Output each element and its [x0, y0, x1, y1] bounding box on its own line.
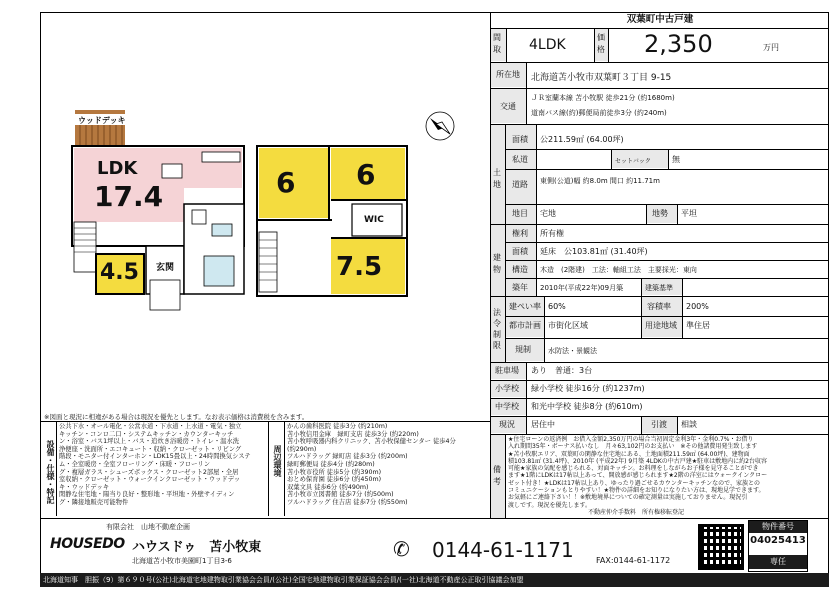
junior-value: 和光中学校 徒歩8分 (約610m) [531, 402, 643, 411]
surroundings-label: 周辺環境 [273, 445, 282, 477]
land-category-label: 地目 [512, 209, 528, 218]
layout-label: 間取 [493, 33, 501, 54]
city-plan-label: 都市計画 [509, 321, 541, 330]
property-number-label: 物件番号 [749, 521, 807, 533]
surroundings-text: かんの歯科医院 徒歩3分 (約210m) 苫小牧信用金庫 緑町支店 徒歩3分 (約220m) 苫小牧呼吸器内科クリニック、苫小牧保健センター 徒歩4分 (約290m) ツルハドラッグ 緑町店 徒歩3分 (約200m) 緑町郵便局 徒歩4分 (約280m) 苫小牧市役所 徒歩5分 (約390m) おとめ保育園 徒歩6分 (約450m) 双葉文具 徒歩6分 (約490m) 苫小牧市立図書館 徒歩7分 (約500m) ツルハドラッグ 住吉店 徒歩7分 (約550m) [287, 423, 456, 506]
structure-label: 構造 [512, 265, 528, 274]
setback-label: セットバック [615, 158, 651, 165]
land-label: 土地 [493, 168, 501, 189]
far-value: 200% [686, 302, 709, 311]
toilet [192, 210, 206, 224]
ldk-label: LDK [97, 158, 138, 179]
entrance-label: 玄関 [156, 263, 175, 273]
building-area-label: 面積 [512, 247, 528, 256]
wood-deck-label: ウッドデッキ [78, 116, 126, 125]
zone-value: 準住居 [686, 321, 710, 330]
current-label: 現況 [499, 420, 515, 429]
company-parent: 有限会社 山地不動産企画 [106, 523, 190, 531]
room-6b-size: 6 [356, 158, 376, 191]
elementary-label: 小学校 [495, 384, 519, 393]
qr-code [698, 524, 744, 570]
land-category-value: 宅地 [540, 209, 556, 218]
price-unit: 万円 [763, 43, 779, 52]
zone-label: 用途地域 [645, 321, 677, 330]
price-value: 2,350 [644, 30, 713, 58]
building-area-value: 延床 公103.81㎡ (31.40坪) [540, 247, 648, 256]
rights-label: 権利 [512, 229, 528, 238]
company-address: 北海道苫小牧市美園町1丁目3-6 [132, 557, 232, 565]
private-road-label: 私道 [512, 155, 528, 164]
city-plan-value: 市街化区域 [548, 321, 588, 330]
washbasin [212, 224, 232, 236]
land-area-label: 面積 [512, 135, 528, 144]
elementary-value: 緑小学校 徒歩16分 (約1237m) [531, 384, 645, 393]
ldk-size: 17.4 [94, 180, 164, 213]
handover-label: 引渡 [651, 420, 667, 429]
law-label: 法令制限 [493, 308, 501, 350]
standard-label: 建築基準 [645, 284, 673, 292]
wic-label: WIC [364, 215, 384, 225]
parking-value: あり 普通：3台 [531, 366, 593, 375]
traffic-line-1: ＪＲ室蘭本線 苫小牧駅 徒歩21分 (約1680m) [531, 94, 675, 102]
regulation-label: 規制 [515, 345, 531, 354]
property-number: 04025413 [750, 535, 806, 546]
traffic-line-2: 道南バス線(約)郵便局前徒歩3分 (約240m) [531, 109, 667, 117]
traffic-label: 交通 [500, 102, 516, 111]
agent-type: 専任 [749, 555, 807, 569]
land-area-value: 公211.59㎡ (64.00坪) [540, 135, 624, 144]
floor-plan-drawing [42, 14, 490, 412]
discrepancy-note: ※図面と現況に相違がある場合は現況を優先とします。なお表示価格は消費税を含みます。 [44, 413, 309, 421]
address-value: 北海道苫小牧市双葉町３丁目 9-15 [531, 73, 672, 83]
room-45-size: 4.5 [100, 260, 139, 285]
handover-value: 相談 [681, 420, 697, 429]
coverage-value: 60% [548, 302, 566, 311]
rights-value: 所有権 [540, 229, 564, 238]
property-info-table [490, 12, 829, 518]
parking-label: 駐車場 [495, 366, 519, 375]
far-label: 容積率 [647, 302, 671, 311]
setback-value: 無 [672, 155, 680, 164]
junior-label: 中学校 [495, 402, 519, 411]
built-label: 築年 [512, 283, 528, 292]
road-value: 東側(公道)幅 約8.0m 間口 約11.71m [540, 177, 660, 185]
kitchen-sink [202, 152, 240, 162]
room-75-size: 7.5 [336, 252, 383, 282]
building-label: 建物 [493, 253, 501, 274]
kitchen-counter [162, 164, 182, 178]
facilities-text: 公共下水・オール電化・公営水道・下水道・上水道・電気・独立 キッチン・コンロ二口・システムキッチン・カウンターキッチ ン・浴室・バス1坪以上・バス・追炊き浴暖房・トイレ・温水洗 浄便座・洗面所・エコキュート・収納・クローゼット・リビング 階段・モニター付インターホン・LDK15畳以上・24時間換気システ ム・全室暖房・全室フローリング・床暖・フローリン グ・複層ガラス・シューズボックス・クローゼット2部屋・全居 室収納・クローゼット・ウォークインクローゼット・ウッドデッ キ・ウッドデッキ 閑静な住宅地・陽当り良好・整形地・平坦地・外壁サイディン グ・隣接地販売可能物件 [59, 423, 251, 506]
price-label: 価格 [597, 33, 605, 54]
entrance-step [150, 280, 180, 310]
layout-value: 4LDK [529, 37, 566, 53]
stairs-1f [74, 222, 96, 272]
fax-number: FAX:0144-61-1172 [596, 556, 671, 565]
built-value: 2010年(平成22年)09月築 [540, 284, 624, 292]
phone-number[interactable]: 0144-61-1171 [432, 538, 574, 562]
license-footer: 北海道知事 胆振（9）第６９０号(公社)北海道宅地建物取引業協会会員/(公社)全国宅地建物取引業保証協会会員/(一社)北海道不動産公正取引協議会加盟 [40, 573, 829, 587]
bathtub [204, 256, 234, 286]
brand-logo: HOUSEDO [50, 536, 125, 552]
terrain-value: 平坦 [681, 209, 697, 218]
road-label: 道路 [512, 180, 528, 189]
terrain-label: 地勢 [652, 209, 668, 218]
facilities-label: 設備・仕様・特記 [46, 440, 55, 504]
compass-icon [426, 112, 454, 140]
remarks-label: 備考 [493, 465, 501, 486]
floor-plan [42, 14, 490, 412]
phone-icon: ✆ [393, 537, 410, 561]
property-number-box [748, 520, 808, 572]
remarks-text: ★住宅ローンの返済例 お借入金額2,350万円の場合当初固定金利3年・金利0.7%・お借り 入れ期間35年・ボーナス払いなし 月々63,102円のお支払い ※その他諸費用発生致します ★苫小牧駅エリア、双葉町の閑静な住宅地にある、土地面積211.59㎡ (64.00坪)、建物面 積103.81㎡ (31.4坪)、2010年 (平成22年) 9月築 4LDKの中古戸建★駐車は敷地内に約2台収容 可能★家族の気配を感じられる、対面キッチン。お料理をしながらお子様を見守ることができ ます★1階にLDKは17帖以上あって、開放感が感じられます★2階の洋室にはウォークインクロー ゼット付き！★LDKは17帖以上あり、ゆったり過ごせるカウンターキッチンなので、家族との コミュニケーションもとりやすい！★物件の詳細をお知りになりたい方は、現地見学できます。 お気軽にご連絡下さい！！※敷地境界についての確定測量は実施しておりません。現況引 渡しです。現況を優先します。 不動産仲介手数料 所有権移転登記 [508, 436, 768, 516]
address-label: 所在地 [496, 70, 520, 79]
stairs-2f [259, 232, 277, 292]
company-name: ハウスドゥ 苫小牧東 [132, 540, 262, 555]
regulation-value: 水防法・景観法 [548, 347, 597, 355]
current-value: 居住中 [531, 420, 555, 429]
room-6a-size: 6 [276, 166, 296, 199]
coverage-label: 建ぺい率 [509, 302, 541, 311]
structure-value: 木造 (2階建) 工法：軸組工法 主要採光：東向 [540, 266, 697, 274]
property-title: 双葉町中古戸建 [626, 14, 694, 25]
